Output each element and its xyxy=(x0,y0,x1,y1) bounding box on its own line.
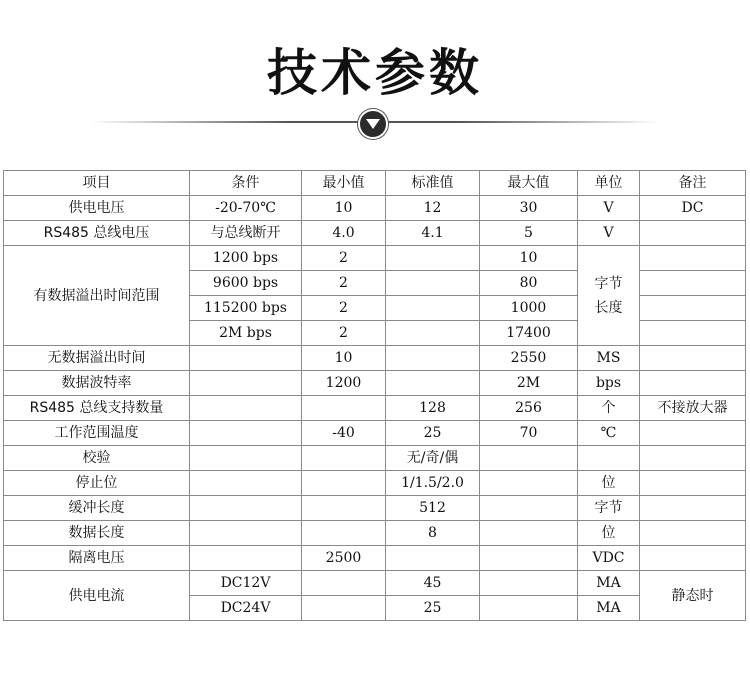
item-cell: 数据波特率 xyxy=(4,371,190,396)
typical-cell xyxy=(386,321,480,346)
note-cell xyxy=(640,321,746,346)
typical-cell xyxy=(386,371,480,396)
table-row xyxy=(4,196,746,221)
unit-cell: bps xyxy=(578,371,640,396)
table-row xyxy=(4,346,746,371)
typical-cell: 12 xyxy=(386,196,480,221)
note-cell: 不接放大器 xyxy=(640,396,746,421)
unit-cell: 字节 xyxy=(578,496,640,521)
max-cell: 256 xyxy=(480,396,578,421)
max-cell xyxy=(480,596,578,621)
condition-cell xyxy=(190,346,302,371)
header-note: 备注 xyxy=(640,171,746,196)
max-cell: 70 xyxy=(480,421,578,446)
note-cell xyxy=(640,246,746,271)
table-row xyxy=(4,446,746,471)
typical-cell xyxy=(386,346,480,371)
max-cell: 1000 xyxy=(480,296,578,321)
typical-cell: 512 xyxy=(386,496,480,521)
max-cell: 2M xyxy=(480,371,578,396)
typical-cell: 无/奇/偶 xyxy=(386,446,480,471)
unit-cell: V xyxy=(578,221,640,246)
max-cell: 17400 xyxy=(480,321,578,346)
header-typical: 标准值 xyxy=(386,171,480,196)
header-unit: 单位 xyxy=(578,171,640,196)
note-cell xyxy=(640,471,746,496)
note-cell xyxy=(640,271,746,296)
unit-line: 长度 xyxy=(594,299,623,316)
min-cell: 10 xyxy=(302,346,386,371)
unit-line: 字节 xyxy=(594,275,623,292)
condition-cell xyxy=(190,546,302,571)
unit-cell: 位 xyxy=(578,471,640,496)
typical-cell: 25 xyxy=(386,421,480,446)
max-cell xyxy=(480,471,578,496)
item-cell: 有数据溢出时间范围 xyxy=(4,246,190,346)
table-row xyxy=(4,471,746,496)
max-cell: 30 xyxy=(480,196,578,221)
item-cell: RS485 总线支持数量 xyxy=(4,396,190,421)
condition-cell xyxy=(190,371,302,396)
item-cell: 数据长度 xyxy=(4,521,190,546)
unit-cell xyxy=(578,446,640,471)
typical-cell: 25 xyxy=(386,596,480,621)
note-cell xyxy=(640,346,746,371)
unit-cell: VDC xyxy=(578,546,640,571)
item-cell: 校验 xyxy=(4,446,190,471)
table-row xyxy=(4,246,746,271)
min-cell: 2 xyxy=(302,271,386,296)
note-cell xyxy=(640,521,746,546)
typical-cell: 8 xyxy=(386,521,480,546)
condition-cell: 2M bps xyxy=(190,321,302,346)
unit-cell: 个 xyxy=(578,396,640,421)
table-row xyxy=(4,521,746,546)
min-cell xyxy=(302,596,386,621)
chevron-down-icon xyxy=(358,109,388,139)
condition-cell xyxy=(190,396,302,421)
condition-cell: 9600 bps xyxy=(190,271,302,296)
condition-cell xyxy=(190,521,302,546)
min-cell: 10 xyxy=(302,196,386,221)
min-cell xyxy=(302,396,386,421)
item-cell: 隔离电压 xyxy=(4,546,190,571)
min-cell: -40 xyxy=(302,421,386,446)
condition-cell xyxy=(190,471,302,496)
condition-cell xyxy=(190,446,302,471)
typical-cell xyxy=(386,246,480,271)
condition-cell xyxy=(190,421,302,446)
note-cell xyxy=(640,296,746,321)
table-row xyxy=(4,546,746,571)
unit-cell: ℃ xyxy=(578,421,640,446)
spec-table xyxy=(3,170,746,621)
note-cell xyxy=(640,546,746,571)
item-cell: 缓冲长度 xyxy=(4,496,190,521)
note-cell xyxy=(640,496,746,521)
condition-cell: 与总线断开 xyxy=(190,221,302,246)
typical-cell xyxy=(386,271,480,296)
max-cell xyxy=(480,571,578,596)
max-cell: 2550 xyxy=(480,346,578,371)
typical-cell: 128 xyxy=(386,396,480,421)
unit-cell: MA xyxy=(578,596,640,621)
typical-cell: 4.1 xyxy=(386,221,480,246)
item-cell: 无数据溢出时间 xyxy=(4,346,190,371)
typical-cell: 1/1.5/2.0 xyxy=(386,471,480,496)
min-cell xyxy=(302,496,386,521)
note-cell: DC xyxy=(640,196,746,221)
table-header-row xyxy=(4,171,746,196)
item-cell: 停止位 xyxy=(4,471,190,496)
min-cell xyxy=(302,446,386,471)
max-cell xyxy=(480,521,578,546)
unit-cell: V xyxy=(578,196,640,221)
page-title: 技术参数 xyxy=(267,44,483,102)
unit-cell: MS xyxy=(578,346,640,371)
item-cell: RS485 总线电压 xyxy=(4,221,190,246)
note-cell xyxy=(640,446,746,471)
min-cell xyxy=(302,571,386,596)
max-cell xyxy=(480,446,578,471)
typical-cell: 45 xyxy=(386,571,480,596)
typical-cell xyxy=(386,546,480,571)
header-condition: 条件 xyxy=(190,171,302,196)
header-item: 项目 xyxy=(4,171,190,196)
item-cell: 工作范围温度 xyxy=(4,421,190,446)
header-max: 最大值 xyxy=(480,171,578,196)
unit-cell xyxy=(578,246,640,346)
condition-cell: DC12V xyxy=(190,571,302,596)
unit-cell: MA xyxy=(578,571,640,596)
table-row xyxy=(4,221,746,246)
header-min: 最小值 xyxy=(302,171,386,196)
note-cell xyxy=(640,421,746,446)
max-cell xyxy=(480,496,578,521)
min-cell xyxy=(302,471,386,496)
min-cell: 1200 xyxy=(302,371,386,396)
condition-cell: -20-70℃ xyxy=(190,196,302,221)
max-cell: 80 xyxy=(480,271,578,296)
condition-cell: 1200 bps xyxy=(190,246,302,271)
min-cell: 2 xyxy=(302,246,386,271)
max-cell: 10 xyxy=(480,246,578,271)
note-cell xyxy=(640,221,746,246)
note-cell xyxy=(640,371,746,396)
condition-cell xyxy=(190,496,302,521)
unit-cell: 位 xyxy=(578,521,640,546)
min-cell xyxy=(302,521,386,546)
max-cell: 5 xyxy=(480,221,578,246)
table-row xyxy=(4,371,746,396)
note-cell: 静态时 xyxy=(640,571,746,621)
table-row xyxy=(4,571,746,596)
table-row xyxy=(4,496,746,521)
max-cell xyxy=(480,546,578,571)
min-cell: 2 xyxy=(302,321,386,346)
table-row xyxy=(4,396,746,421)
min-cell: 2 xyxy=(302,296,386,321)
table-row xyxy=(4,421,746,446)
typical-cell xyxy=(386,296,480,321)
min-cell: 4.0 xyxy=(302,221,386,246)
item-cell: 供电电压 xyxy=(4,196,190,221)
condition-cell: 115200 bps xyxy=(190,296,302,321)
min-cell: 2500 xyxy=(302,546,386,571)
condition-cell: DC24V xyxy=(190,596,302,621)
item-cell: 供电电流 xyxy=(4,571,190,621)
